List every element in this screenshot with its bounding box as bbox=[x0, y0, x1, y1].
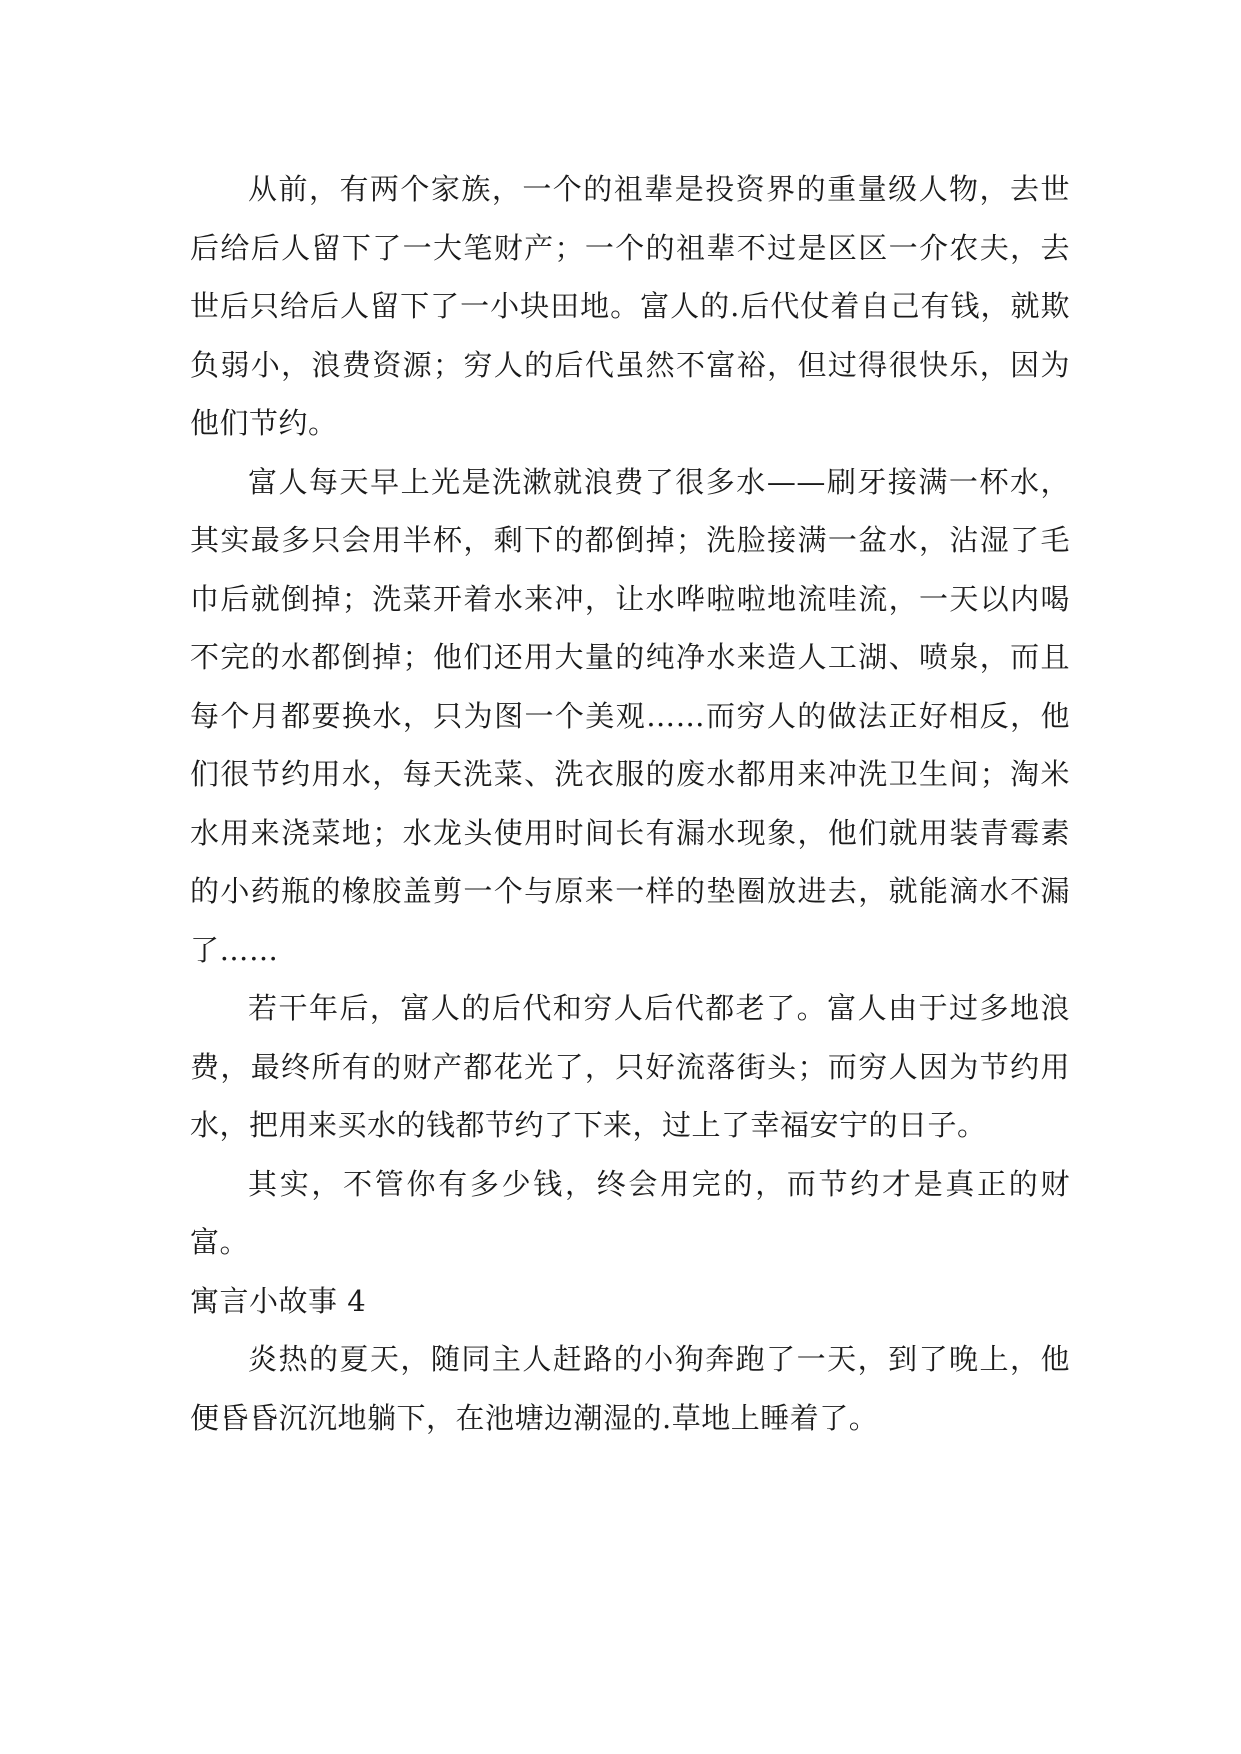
section-heading: 寓言小故事 4 bbox=[190, 1283, 367, 1318]
document-body bbox=[190, 160, 1070, 1447]
paragraph-5: 炎热的夏天，随同主人赶路的小狗奔跑了一天，到了晚上，他便昏昏沉沉地躺下，在池塘边潮湿的.草地上睡着了。 bbox=[190, 1342, 1070, 1435]
paragraph-2: 富人每天早上光是洗漱就浪费了很多水——刷牙接满一杯水，其实最多只会用半杯，剩下的都倒掉；洗脸接满一盆水，沾湿了毛巾后就倒掉；洗菜开着水来冲，让水哗啦啦地流哇流，一天以内喝不完的水都倒掉；他们还用大量的纯净水来造人工湖、喷泉，而且每个月都要换水，只为图一个美观……而穷人的做法正好相反，他们很节约用水，每天洗菜、洗衣服的废水都用来冲洗卫生间；淘米水用来浇菜地；水龙头使用时间长有漏水现象，他们就用装青霉素的小药瓶的橡胶盖剪一个与原来一样的垫圈放进去，就能滴水不漏了…… bbox=[190, 464, 1070, 967]
paragraph-4: 其实，不管你有多少钱，终会用完的，而节约才是真正的财富。 bbox=[190, 1166, 1070, 1259]
paragraph-3: 若干年后，富人的后代和穷人后代都老了。富人由于过多地浪费，最终所有的财产都花光了，只好流落街头；而穷人因为节约用水，把用来买水的钱都节约了下来，过上了幸福安宁的日子。 bbox=[190, 991, 1070, 1142]
paragraph-1: 从前，有两个家族，一个的祖辈是投资界的重量级人物，去世后给后人留下了一大笔财产；一个的祖辈不过是区区一介农夫，去世后只给后人留下了一小块田地。富人的.后代仗着自己有钱，就欺负弱小，浪费资源；穷人的后代虽然不富裕，但过得很快乐，因为他们节约。 bbox=[190, 172, 1070, 440]
